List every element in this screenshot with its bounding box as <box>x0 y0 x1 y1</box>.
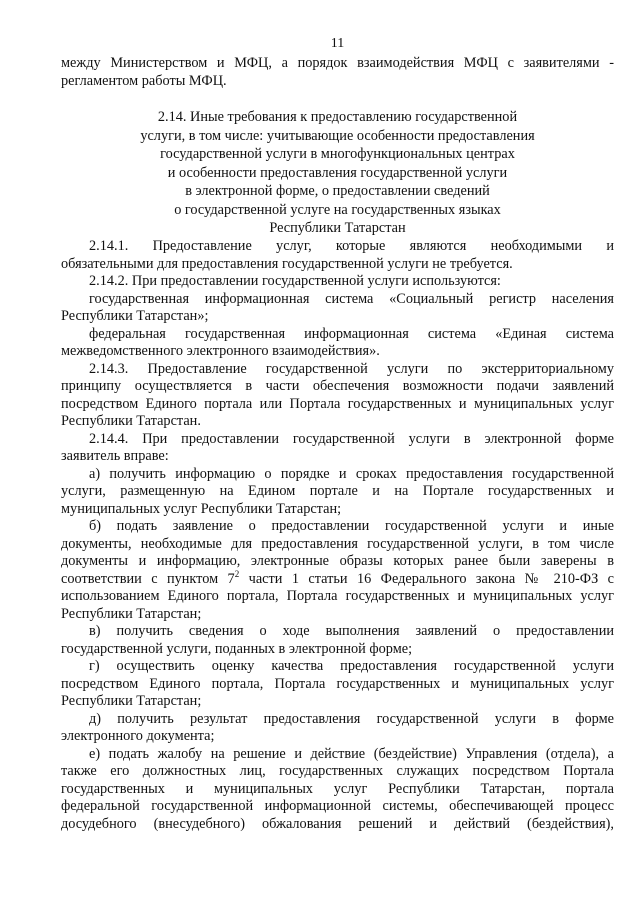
body-line-text: соответствии с пунктом 7 <box>61 570 235 587</box>
body-line: д) получить результат предоставления государственной услуги в форме <box>89 710 614 727</box>
body-line: е) подать жалобу на решение и действие (бездействие) Управления (отдела), а <box>89 745 614 762</box>
body-line: Республики Татарстан; <box>61 693 202 709</box>
body-line: 2.14.4. При предоставлении государственной услуги в электронной форме <box>89 430 614 447</box>
body-line: государственной услуги, поданных в электронной форме; <box>61 640 413 657</box>
body-line <box>61 568 614 589</box>
body-line: услуги, размещенную на Едином портале и на Портале государственных и <box>61 483 614 499</box>
intro-paragraph <box>61 55 614 90</box>
heading-line: о государственной услуге на государственных языках <box>174 201 501 218</box>
heading-line: 2.14. Иные требования к предоставлению государственной <box>157 109 518 125</box>
section-heading <box>61 108 614 238</box>
body-line: федеральной государственной информационной системы, обеспечивающей процесс <box>61 798 614 814</box>
body-line: 2.14.1. Предоставление услуг, которые являются необходимыми и <box>89 238 614 254</box>
body-line: посредством Единого портала, Портала государственных и муниципальных услуг <box>61 675 614 692</box>
body-line: межведомственного электронного взаимодействия». <box>61 343 380 359</box>
body-line: муниципальных услуг Республики Татарстан; <box>61 500 342 517</box>
body-line: Республики Татарстан»; <box>61 308 209 324</box>
body-line: обязательными для предоставления государственной услуги не требуется. <box>61 255 513 272</box>
page-number: 11 <box>330 36 345 51</box>
heading-line: услуги, в том числе: учитывающие особенности предоставления <box>140 127 535 144</box>
body-line: электронного документа; <box>61 728 215 744</box>
body-line: досудебного (внесудебного) обжалования решений и действий (бездействия), <box>61 815 614 832</box>
heading-line: в электронной форме, о предоставлении сведений <box>185 183 490 199</box>
intro-line-2: регламентом работы МФЦ. <box>61 72 227 89</box>
body-line: принципу осуществляется в части обеспечения возможности подачи заявлений <box>61 378 614 394</box>
body-line: б) подать заявление о предоставлении государственной услуги и иные <box>89 518 614 534</box>
body-line: документы, необходимые для предоставления государственной услуги, в том числе <box>61 535 614 552</box>
heading-line: государственной услуги в многофункциональных центрах <box>160 146 515 162</box>
body-line: государственных и муниципальных услуг Республики Татарстан, портала <box>61 780 614 797</box>
body-line: а) получить информацию о порядке и сроках предоставления государственной <box>89 465 614 482</box>
body-line: посредством Единого портала или Портала государственных и муниципальных услуг <box>61 395 614 412</box>
body-line: 2.14.2. При предоставлении государственной услуги используются: <box>89 273 501 289</box>
intro-line-1: между Министерством и МФЦ, а порядок взаимодействия МФЦ с заявителями - <box>61 55 614 71</box>
body-line: федеральная государственная информационная система «Единая система <box>89 325 614 342</box>
superscript: 2 <box>234 568 240 579</box>
body-line: Республики Татарстан; <box>61 605 202 622</box>
body-line: государственная информационная система «Социальный регистр населения <box>89 290 614 307</box>
heading-line: и особенности предоставления государственной услуги <box>167 164 508 181</box>
body-line-text: части 1 статьи 16 Федерального закона № 210-ФЗ с <box>239 570 614 587</box>
body-line: документы и информацию, электронные образы которых ранее были заверены в <box>61 553 614 569</box>
heading-line: Республики Татарстан <box>269 220 406 236</box>
body-line: 2.14.3. Предоставление государственной услуги по экстерриториальному <box>89 360 614 377</box>
document-page <box>61 0 614 905</box>
section-body <box>61 238 614 833</box>
body-line: г) осуществить оценку качества предоставления государственной услуги <box>89 658 614 674</box>
body-line: заявитель вправе: <box>61 448 169 464</box>
body-line: использованием Единого портала, Портала государственных и муниципальных услуг <box>61 588 614 604</box>
body-line: также его должностных лиц, государственных служащих посредством Портала <box>61 763 614 779</box>
body-line: Республики Татарстан. <box>61 413 201 429</box>
body-line: в) получить сведения о ходе выполнения заявлений о предоставлении <box>89 623 614 639</box>
